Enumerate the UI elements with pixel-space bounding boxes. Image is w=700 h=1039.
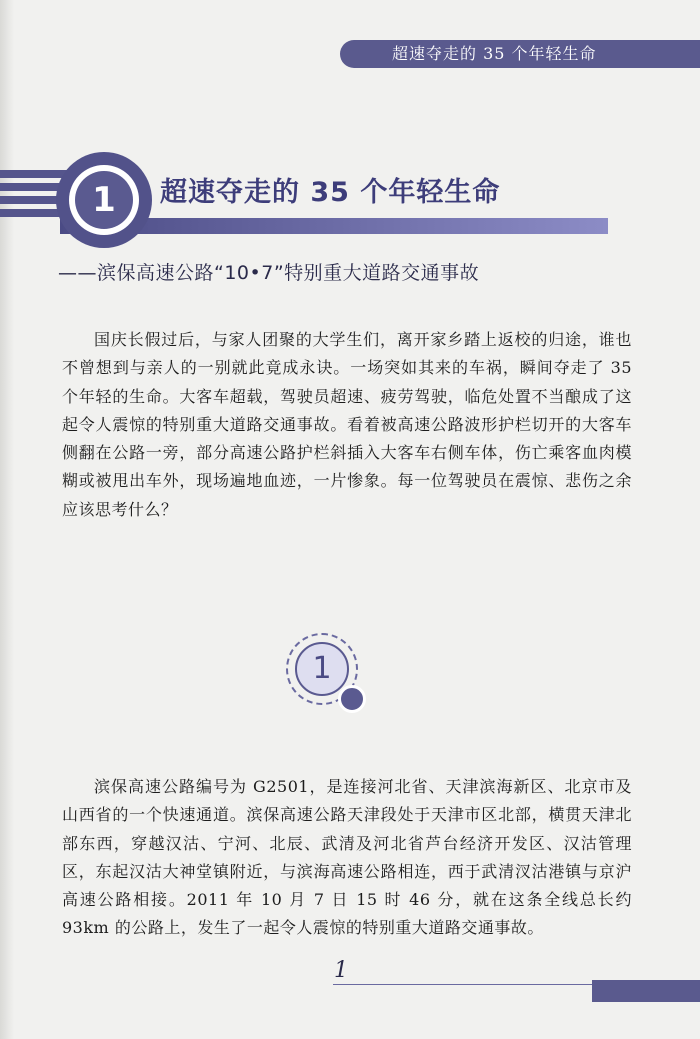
- section-badge-dot: [338, 685, 366, 713]
- chapter-number-badge: [56, 152, 152, 248]
- chapter-number: 1: [75, 171, 133, 229]
- page-gutter-shadow: [0, 0, 14, 1039]
- footer-bar: [592, 980, 700, 1002]
- section-number-badge: [286, 633, 358, 705]
- body-paragraph-intro: 国庆长假过后，与家人团聚的大学生们，离开家乡踏上返校的归途，谁也不曾想到与亲人的一别就此竟成永诀。一场突如其来的车祸，瞬间夺走了 35 个年轻的生命。大客车超载，驾驶员超速、疲劳驾驶，临危处置不当酿成了这起令人震惊的特别重大道路交通事故。看着被高速公路波形护栏切开的大客车侧翻在公路一旁，部分高速公路护栏斜插入大客车右侧车体，伤亡乘客血肉模糊或被甩出车外，现场遍地血迹，一片惨象。每一位驾驶员在震惊、悲伤之余应该思考什么？: [62, 330, 632, 519]
- body-paragraph-section: 滨保高速公路编号为 G2501，是连接河北省、天津滨海新区、北京市及山西省的一个快速通道。滨保高速公路天津段处于天津市区北部，横贯天津北部东西，穿越汉沽、宁河、北辰、武清及河北省芦台经济开发区、汉沽管理区，东起汉沽大神堂镇附近，与滨海高速公路相连，西于武清汊沽港镇与京沪高速公路相接。2011 年 10 月 7 日 15 时 46 分，就在这条全线总长约 93km 的公路上，发生了一起令人震惊的特别重大道路交通事故。: [62, 777, 632, 938]
- page-number: 1: [334, 958, 348, 983]
- chapter-title: 超速夺走的 35 个年轻生命: [160, 177, 501, 208]
- running-header: 超速夺走的 35 个年轻生命: [340, 40, 700, 68]
- chapter-subtitle: ——滨保高速公路“10•7”特别重大道路交通事故: [58, 262, 480, 284]
- section-number: 1: [295, 642, 349, 696]
- footer-rule: [333, 984, 593, 985]
